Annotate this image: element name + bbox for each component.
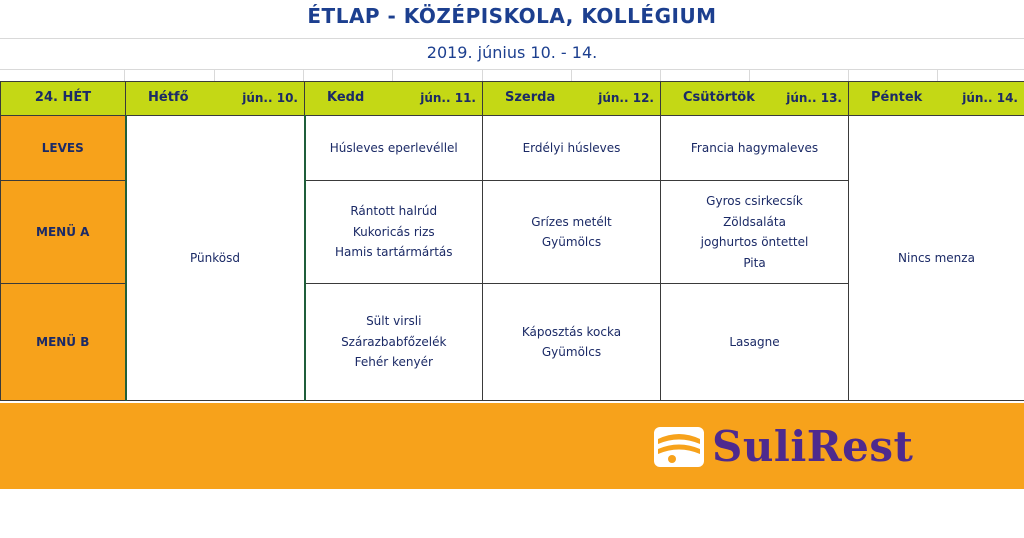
day-date: jún.. 14. (962, 91, 1018, 106)
closed-text: Nincs menza (898, 250, 975, 265)
meal-item: Gyümölcs (541, 235, 602, 249)
holiday-text: Pünkösd (190, 250, 240, 265)
grid-line (937, 69, 938, 81)
meal-item: Sült virsli (366, 314, 422, 329)
table-header-row (1, 82, 1024, 116)
day-name: Hétfő (148, 90, 189, 106)
meal-item: Szárazbabfőzelék (341, 334, 447, 349)
meal-cell (483, 284, 661, 401)
row-label-menu-a: MENÜ A (1, 181, 126, 284)
day-date: jún.. 13. (786, 91, 842, 106)
day-header-wednesday (483, 82, 661, 116)
day-header-friday (849, 82, 1024, 116)
meal-item: Erdélyi húsleves (522, 140, 621, 155)
grid-line (482, 69, 483, 81)
meal-cell (661, 116, 849, 181)
day-name: Csütörtök (683, 90, 755, 106)
meal-item: Hamis tartármártás (334, 245, 453, 260)
meal-item: Húsleves eperlevéllel (329, 140, 458, 155)
week-label: 24. HÉT (1, 82, 126, 116)
grid-line (303, 69, 304, 81)
row-label-menu-b: MENÜ B (1, 284, 126, 401)
meal-cell (483, 181, 661, 284)
meal-cell (483, 116, 661, 181)
meal-cell (661, 181, 849, 284)
date-range: 2019. június 10. - 14. (426, 43, 598, 62)
grid-line (571, 69, 572, 81)
meal-item: Rántott halrúd (350, 204, 438, 219)
meal-item: Francia hagymaleves (690, 140, 819, 155)
sulirest-logo (654, 422, 914, 471)
grid-line (0, 69, 1024, 70)
grid-line (660, 69, 661, 81)
day-name: Kedd (327, 90, 365, 106)
meal-cell (661, 284, 849, 401)
grid-line (214, 69, 215, 81)
friday-closed-cell (849, 116, 1024, 401)
row-label-leves: LEVES (1, 116, 126, 181)
logo-text: SuliRest (712, 422, 914, 471)
meal-item: Grízes metélt (531, 214, 612, 229)
grid-line (749, 69, 750, 81)
grid-line (124, 69, 125, 81)
day-name: Péntek (871, 90, 923, 106)
meal-item: Fehér kenyér (354, 355, 433, 370)
page-title: ÉTLAP - KÖZÉPISKOLA, KOLLÉGIUM (307, 4, 717, 28)
meal-item: Kukoricás rizs (352, 224, 435, 239)
grid-line (0, 38, 1024, 39)
menu-table (0, 81, 1024, 401)
sulirest-logo-icon (654, 427, 704, 467)
day-date: jún.. 10. (242, 91, 298, 106)
day-header-monday (126, 82, 305, 116)
monday-holiday-cell (126, 116, 305, 401)
day-name: Szerda (505, 90, 556, 106)
meal-item: Pita (743, 255, 766, 270)
day-date: jún.. 11. (420, 91, 476, 106)
meal-cell (305, 284, 483, 401)
day-header-thursday (661, 82, 849, 116)
meal-item: Lasagne (729, 334, 780, 349)
meal-item: Gyümölcs (541, 345, 602, 359)
meal-cell (305, 181, 483, 284)
meal-item: joghurtos öntettel (700, 235, 809, 249)
meal-item: Gyros csirkecsík (706, 194, 803, 208)
table-row (1, 116, 1024, 181)
grid-line (848, 69, 849, 81)
footer-band (0, 403, 1024, 489)
day-date: jún.. 12. (598, 91, 654, 106)
meal-item: Káposztás kocka (521, 324, 622, 339)
meal-cell (305, 116, 483, 181)
grid-line (392, 69, 393, 81)
day-header-tuesday (305, 82, 483, 116)
meal-item: Zöldsaláta (723, 214, 786, 229)
